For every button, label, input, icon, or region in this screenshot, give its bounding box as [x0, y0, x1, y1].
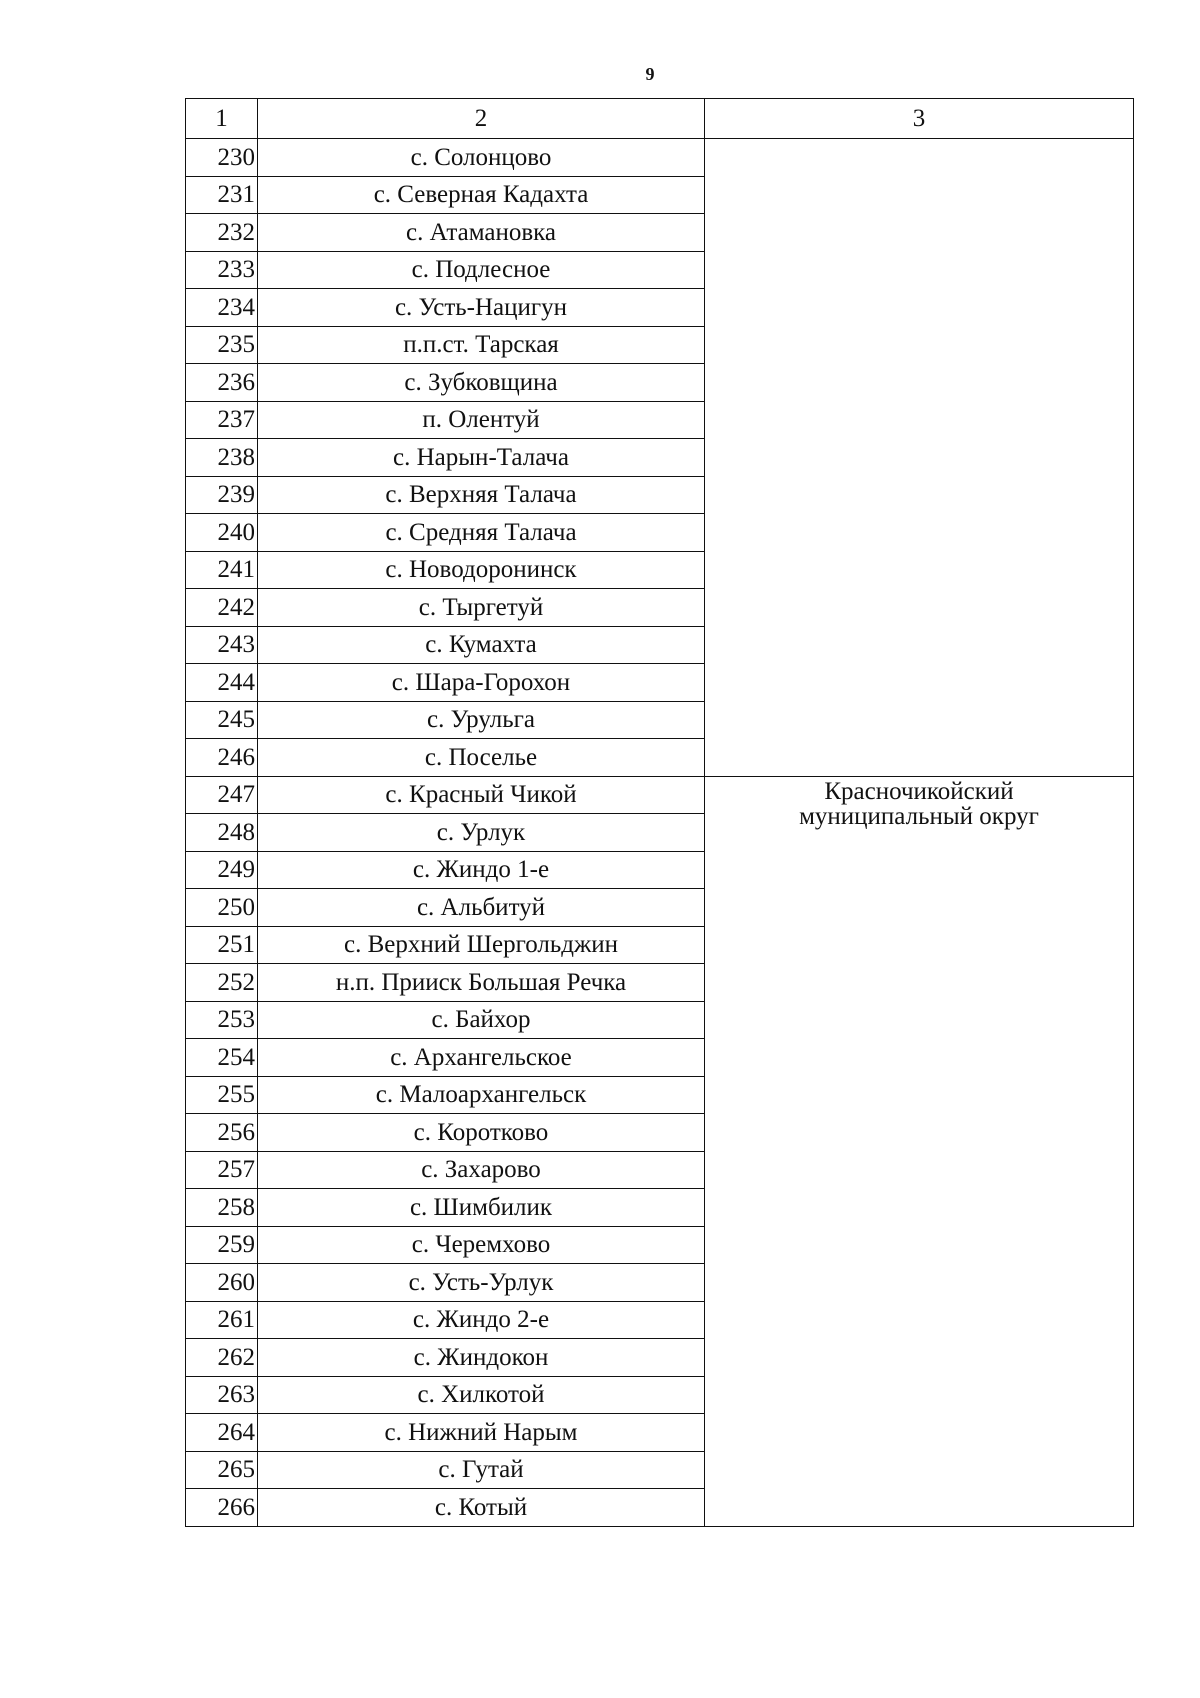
- settlement-name-cell: с. Поселье: [258, 739, 705, 777]
- row-number-cell: 254: [186, 1039, 258, 1077]
- column-header-1: 1: [186, 99, 258, 139]
- settlement-name-cell: с. Зубковщина: [258, 364, 705, 402]
- district-name-line: муниципальный округ: [799, 802, 1039, 830]
- row-number-cell: 256: [186, 1114, 258, 1152]
- row-number-cell: 258: [186, 1189, 258, 1227]
- settlement-name-cell: с. Захарово: [258, 1151, 705, 1189]
- district-name-line: Красночикойский: [824, 777, 1014, 805]
- row-number-cell: 266: [186, 1489, 258, 1527]
- row-number-cell: 236: [186, 364, 258, 402]
- row-number-cell: 257: [186, 1151, 258, 1189]
- page-number: 9: [645, 64, 655, 84]
- settlements-table: [185, 98, 1134, 1527]
- settlement-name-cell: с. Нижний Нарым: [258, 1414, 705, 1452]
- row-number-cell: 235: [186, 326, 258, 364]
- row-number-cell: 237: [186, 401, 258, 439]
- row-number-cell: 233: [186, 251, 258, 289]
- settlement-name-cell: с. Новодоронинск: [258, 551, 705, 589]
- row-number-cell: 260: [186, 1264, 258, 1302]
- row-number-cell: 252: [186, 964, 258, 1002]
- row-number-cell: 250: [186, 889, 258, 927]
- row-number-cell: 231: [186, 176, 258, 214]
- row-number-cell: 230: [186, 139, 258, 177]
- settlement-name-cell: с. Хилкотой: [258, 1376, 705, 1414]
- settlement-name-cell: с. Подлесное: [258, 251, 705, 289]
- district-cell: [705, 776, 1134, 1526]
- row-number-cell: 249: [186, 851, 258, 889]
- settlement-name-cell: с. Коротково: [258, 1114, 705, 1152]
- settlement-name-cell: н.п. Прииск Большая Речка: [258, 964, 705, 1002]
- row-number-cell: 245: [186, 701, 258, 739]
- settlement-name-cell: с. Шимбилик: [258, 1189, 705, 1227]
- settlement-name-cell: с. Котый: [258, 1489, 705, 1527]
- settlement-name-cell: с. Альбитуй: [258, 889, 705, 927]
- settlement-name-cell: с. Жиндо 2-е: [258, 1301, 705, 1339]
- settlement-name-cell: п.п.ст. Тарская: [258, 326, 705, 364]
- settlement-name-cell: с. Урульга: [258, 701, 705, 739]
- row-number-cell: 259: [186, 1226, 258, 1264]
- settlement-name-cell: с. Верхняя Талача: [258, 476, 705, 514]
- settlement-name-cell: с. Усть-Урлук: [258, 1264, 705, 1302]
- row-number-cell: 246: [186, 739, 258, 777]
- row-number-cell: 242: [186, 589, 258, 627]
- row-number-cell: 264: [186, 1414, 258, 1452]
- row-number-cell: 263: [186, 1376, 258, 1414]
- row-number-cell: 234: [186, 289, 258, 327]
- settlement-name-cell: с. Верхний Шергольджин: [258, 926, 705, 964]
- row-number-cell: 255: [186, 1076, 258, 1114]
- column-header-2: 2: [258, 99, 705, 139]
- row-number-cell: 244: [186, 664, 258, 702]
- row-number-cell: 238: [186, 439, 258, 477]
- settlement-name-cell: с. Северная Кадахта: [258, 176, 705, 214]
- row-number-cell: 243: [186, 626, 258, 664]
- settlement-name-cell: с. Солонцово: [258, 139, 705, 177]
- settlement-name-cell: с. Красный Чикой: [258, 776, 705, 814]
- district-cell: [705, 139, 1134, 777]
- row-number-cell: 248: [186, 814, 258, 852]
- settlement-name-cell: с. Жиндо 1-е: [258, 851, 705, 889]
- settlement-name-cell: с. Средняя Талача: [258, 514, 705, 552]
- row-number-cell: 239: [186, 476, 258, 514]
- settlement-name-cell: с. Усть-Нацигун: [258, 289, 705, 327]
- settlement-name-cell: с. Жиндокон: [258, 1339, 705, 1377]
- row-number-cell: 262: [186, 1339, 258, 1377]
- row-number-cell: 232: [186, 214, 258, 252]
- row-number-cell: 251: [186, 926, 258, 964]
- settlement-name-cell: с. Шара-Горохон: [258, 664, 705, 702]
- settlement-name-cell: с. Черемхово: [258, 1226, 705, 1264]
- settlement-name-cell: п. Олентуй: [258, 401, 705, 439]
- table-row: [186, 776, 1134, 814]
- settlement-name-cell: с. Атамановка: [258, 214, 705, 252]
- settlement-name-cell: с. Кумахта: [258, 626, 705, 664]
- settlement-name-cell: с. Архангельское: [258, 1039, 705, 1077]
- row-number-cell: 247: [186, 776, 258, 814]
- row-number-cell: 261: [186, 1301, 258, 1339]
- row-number-cell: 253: [186, 1001, 258, 1039]
- table-row: [186, 139, 1134, 177]
- row-number-cell: 241: [186, 551, 258, 589]
- settlement-name-cell: с. Нарын-Талача: [258, 439, 705, 477]
- table-body: [186, 99, 1134, 1527]
- settlement-name-cell: с. Урлук: [258, 814, 705, 852]
- table-header-row: [186, 99, 1134, 139]
- settlement-name-cell: с. Тыргетуй: [258, 589, 705, 627]
- row-number-cell: 240: [186, 514, 258, 552]
- row-number-cell: 265: [186, 1451, 258, 1489]
- settlement-name-cell: с. Гутай: [258, 1451, 705, 1489]
- column-header-3: 3: [705, 99, 1134, 139]
- settlement-name-cell: с. Малоархангельск: [258, 1076, 705, 1114]
- settlement-name-cell: с. Байхор: [258, 1001, 705, 1039]
